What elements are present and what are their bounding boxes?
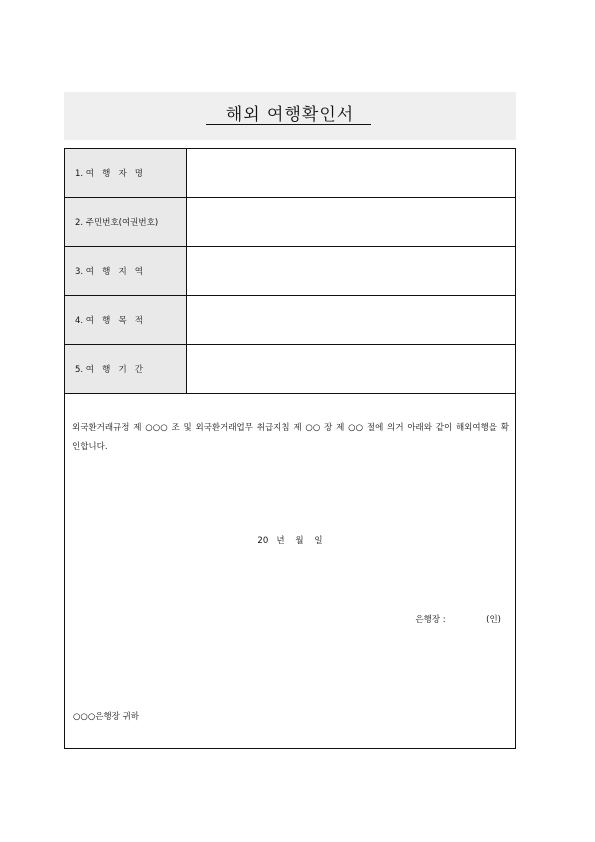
field-label-traveler-name: 1. 여 행 자 명 [65,149,187,197]
field-row-period [65,345,515,394]
field-value-destination[interactable] [187,247,515,295]
field-value-traveler-name[interactable] [187,149,515,197]
field-value-period[interactable] [187,345,515,393]
field-label-id-number: 2. 주민번호(여권번호) [65,198,187,246]
confirmation-form [64,148,516,749]
field-value-purpose[interactable] [187,296,515,344]
field-label-purpose: 4. 여 행 목 적 [65,296,187,344]
title-band [64,92,516,140]
field-row-id-number [65,198,515,247]
field-label-period: 5. 여 행 기 간 [65,345,187,393]
title-underline [206,124,371,125]
document-title: 해외 여행확인서 [225,105,355,125]
field-row-purpose [65,296,515,345]
field-value-id-number[interactable] [187,198,515,246]
bank-manager-signature: 은행장 : (인) [415,615,501,625]
field-label-destination: 3. 여 행 지 역 [65,247,187,295]
confirmation-statement: 외국환거래규정 제 ○○○ 조 및 외국환거래업무 취급지침 제 ○○ 장 제 ○○ 절에 의거 아래와 같이 해외여행을 확인합니다. [72,423,509,452]
field-row-destination [65,247,515,296]
recipient-line: ○○○은행장 귀하 [73,712,140,722]
field-row-traveler-name [65,149,515,198]
date-line: 20 년 월 일 [257,536,323,546]
